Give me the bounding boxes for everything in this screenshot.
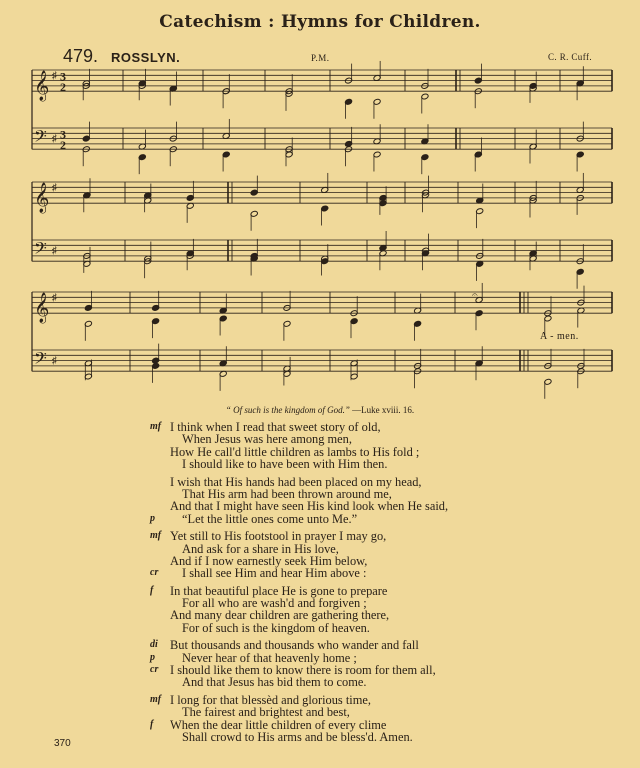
- verse-text: I should like them to know there is room for them all,: [170, 663, 436, 678]
- verse-text: That His arm had been thrown around me,: [182, 486, 392, 501]
- key-sharp-icon: ♯: [52, 133, 57, 145]
- dynamic-marking: cr: [150, 567, 159, 579]
- verse-text: When Jesus was here among men,: [182, 432, 352, 447]
- meter: P.M.: [311, 53, 330, 63]
- verse-text: And many dear children are gathering there,: [170, 608, 390, 623]
- key-sharp-icon: ♯: [52, 245, 57, 257]
- verse-text: The fairest and brightest and best,: [182, 705, 350, 720]
- stanza: [150, 476, 630, 526]
- verse-text: Never hear of that heavenly home ;: [182, 650, 357, 665]
- key-sharp-icon: ♯: [52, 70, 57, 82]
- verse-line: [150, 622, 630, 634]
- composer: C. R. Cuff.: [548, 52, 592, 62]
- verse-line: [150, 567, 630, 579]
- verse-text: For all who are wash'd and forgiven ;: [182, 596, 367, 611]
- verse-text: Yet still to His footstool in prayer I may go,: [170, 529, 387, 544]
- scripture-text: “ Of such is the kingdom of God.”: [225, 405, 350, 415]
- dynamic-marking: p: [150, 512, 155, 524]
- stanza: [150, 530, 630, 580]
- verse-line: [150, 731, 630, 743]
- verse-text: And that Jesus has bid them to come.: [182, 675, 367, 690]
- page-header: Catechism : Hymns for Children.: [159, 12, 481, 32]
- verse-text: I should like to have been with Him then.: [182, 457, 388, 472]
- verse-line: [150, 639, 630, 651]
- verse-line: [150, 676, 630, 688]
- hymn-stanzas: [150, 421, 630, 748]
- verse-text: How He call'd little children as lambs to His fold ;: [170, 444, 420, 459]
- verse-text: I think when I read that sweet story of old,: [170, 420, 381, 434]
- verse-line: [150, 458, 630, 470]
- time-signature-bottom: 2: [60, 138, 66, 153]
- stanza: [150, 421, 630, 471]
- stanza: [150, 639, 630, 689]
- tune-name: ROSSLYN.: [111, 50, 181, 65]
- fermata-icon: 𝄐: [472, 290, 478, 301]
- verse-text: “Let the little ones come unto Me.”: [182, 511, 358, 526]
- verse-text: And ask for a share in His love,: [182, 541, 339, 556]
- key-sharp-icon: ♯: [52, 292, 57, 304]
- verse-text: For of such is the kingdom of heaven.: [182, 620, 370, 635]
- treble-clef-icon: 𝄞: [34, 293, 50, 324]
- dynamic-marking: f: [150, 718, 154, 730]
- key-sharp-icon: ♯: [52, 355, 57, 367]
- verse-text: And if I now earnestly seek Him below,: [170, 553, 368, 568]
- key-sharp-icon: ♯: [52, 182, 57, 194]
- time-signature-bottom: 2: [60, 80, 66, 95]
- verse-text: And that I might have seen His kind look when He said,: [170, 499, 449, 514]
- verse-line: [150, 609, 630, 621]
- verse-line: [150, 530, 630, 542]
- treble-clef-icon: 𝄞: [34, 183, 50, 214]
- verse-text: I wish that His hands had been placed on my head,: [170, 474, 422, 489]
- stanza: [150, 694, 630, 744]
- bass-clef-icon: 𝄢: [34, 125, 47, 150]
- verse-line: [150, 513, 630, 525]
- verse-line: [150, 433, 630, 445]
- verse-text: I long for that blessèd and glorious time,: [170, 692, 371, 707]
- stanza: [150, 585, 630, 635]
- scripture-reference: —Luke xviii. 16.: [352, 405, 415, 415]
- bass-clef-icon: 𝄢: [34, 237, 47, 262]
- amen-lyric: A - men.: [540, 331, 579, 342]
- dynamic-marking: mf: [150, 693, 162, 705]
- dynamic-marking: cr: [150, 664, 159, 676]
- dynamic-marking: mf: [150, 421, 162, 432]
- treble-clef-icon: 𝄞: [34, 71, 50, 102]
- scripture-quote: [0, 405, 640, 415]
- dynamic-marking: di: [150, 639, 158, 651]
- verse-text: Shall crowd to His arms and be bless'd. Amen.: [182, 729, 413, 744]
- verse-text: I shall see Him and hear Him above :: [182, 566, 367, 581]
- verse-line: [150, 706, 630, 718]
- dynamic-marking: f: [150, 584, 154, 596]
- page-number: 370: [54, 738, 71, 749]
- verse-text: But thousands and thousands who wander and fall: [170, 638, 419, 653]
- verse-text: When the dear little children of every clime: [170, 717, 387, 732]
- bass-clef-icon: 𝄢: [34, 347, 47, 372]
- dynamic-marking: p: [150, 651, 155, 663]
- hymn-number: 479.: [63, 46, 99, 66]
- time-signature-top: 3: [60, 127, 66, 142]
- verse-text: In that beautiful place He is gone to prepare: [170, 583, 388, 598]
- verse-line: [150, 500, 630, 512]
- dynamic-marking: mf: [150, 530, 162, 542]
- time-signature-top: 3: [60, 69, 66, 84]
